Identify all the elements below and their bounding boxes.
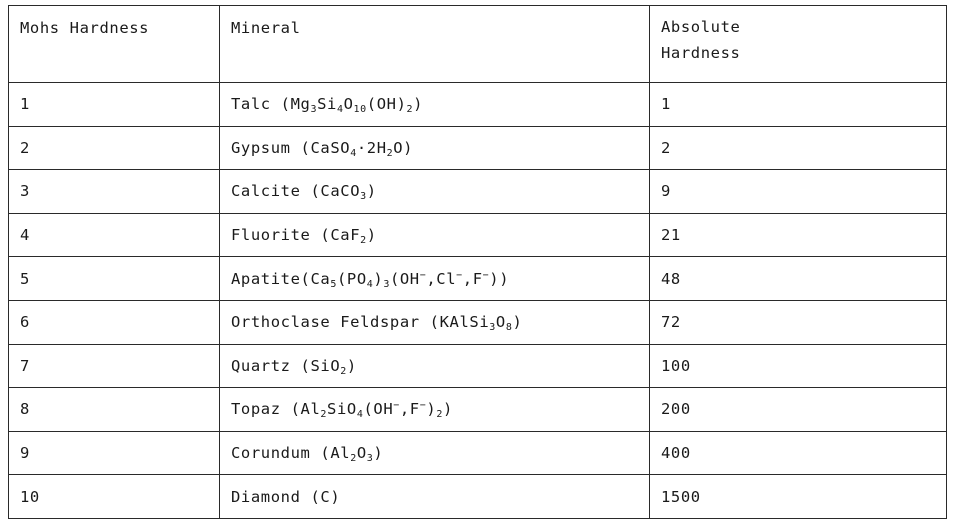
header-absolute-hardness <box>650 6 947 83</box>
mineral-formula <box>280 95 424 116</box>
formula-part: (CaF <box>320 226 361 245</box>
formula-part: ,F <box>462 269 483 288</box>
mineral-formula <box>301 357 357 375</box>
mineral-formula <box>320 226 377 247</box>
formula-part: ,F <box>399 400 420 419</box>
table-row <box>9 344 947 388</box>
formula-part: (OH) <box>366 95 407 114</box>
cell-absolute-hardness: 9 <box>650 170 947 214</box>
cell-mineral <box>220 431 650 475</box>
formula-supscript: − <box>419 400 427 412</box>
table-row <box>9 475 947 519</box>
formula-part: ) <box>442 400 453 419</box>
mineral-formula <box>301 139 414 157</box>
formula-part: (Ca <box>300 269 331 288</box>
formula-subscript: 2 <box>350 453 357 465</box>
formula-subscript: 3 <box>489 322 496 334</box>
cell-mohs-hardness: 7 <box>9 344 220 388</box>
mineral-name: Calcite <box>231 182 301 201</box>
cell-mohs-hardness: 2 <box>9 126 220 170</box>
formula-supscript: − <box>393 400 400 412</box>
mineral-name: Orthoclase Feldspar <box>231 313 420 332</box>
cell-absolute-hardness: 400 <box>650 431 947 475</box>
header-absolute-line2: Hardness <box>661 44 741 62</box>
formula-part: O <box>356 444 367 463</box>
formula-supscript: − <box>456 269 463 281</box>
cell-mohs-hardness: 5 <box>9 257 220 301</box>
formula-part: SiO <box>327 400 357 419</box>
mineral-name: Quartz <box>231 356 291 375</box>
formula-subscript: 4 <box>356 409 364 421</box>
cell-absolute-hardness: 1 <box>650 83 947 127</box>
formula-subscript: 3 <box>310 104 318 116</box>
table-row <box>9 388 947 432</box>
header-row <box>9 6 947 83</box>
mohs-hardness-table <box>8 5 947 519</box>
header-mohs-label: Mohs Hardness <box>20 19 150 37</box>
cell-mohs-hardness: 10 <box>9 475 220 519</box>
cell-mineral <box>220 213 650 257</box>
formula-part: (Al <box>290 400 321 419</box>
formula-subscript: 8 <box>505 322 513 334</box>
cell-mineral <box>220 257 650 301</box>
cell-absolute-hardness: 48 <box>650 257 947 301</box>
formula-subscript: 2 <box>320 409 328 421</box>
formula-part: ) <box>366 182 377 201</box>
formula-subscript: 2 <box>360 235 367 247</box>
formula-part: ) <box>413 95 424 114</box>
formula-part: (OH <box>363 400 394 419</box>
formula-part: ) <box>373 444 384 463</box>
formula-subscript: 10 <box>353 104 367 116</box>
mineral-formula <box>429 313 523 334</box>
cell-absolute-hardness: 100 <box>650 344 947 388</box>
formula-part: O <box>495 313 506 332</box>
table-row <box>9 300 947 344</box>
formula-part: (Al <box>320 444 351 463</box>
formula-part: O) <box>393 138 414 157</box>
header-mineral <box>220 6 650 83</box>
formula-part: )) <box>489 269 510 288</box>
cell-absolute-hardness: 21 <box>650 213 947 257</box>
mineral-name: Corundum <box>231 444 311 463</box>
formula-part: (SiO <box>300 356 341 375</box>
mineral-formula <box>310 488 340 506</box>
formula-subscript: 2 <box>406 104 414 116</box>
cell-absolute-hardness: 200 <box>650 388 947 432</box>
header-mineral-label: Mineral <box>231 19 301 37</box>
formula-part: Si <box>317 95 337 114</box>
formula-part: ) <box>512 313 523 332</box>
cell-mineral <box>220 300 650 344</box>
formula-subscript: 2 <box>340 365 347 377</box>
cell-mohs-hardness: 1 <box>9 83 220 127</box>
cell-mineral <box>220 388 650 432</box>
mineral-formula <box>320 444 384 465</box>
header-mohs-hardness <box>9 6 220 83</box>
mineral-name: Diamond <box>231 487 301 506</box>
formula-supscript: − <box>419 269 427 281</box>
formula-part: (CaSO <box>300 138 351 157</box>
table-row <box>9 126 947 170</box>
formula-part: ) <box>373 269 384 288</box>
formula-part: (KAlSi <box>429 313 490 332</box>
table-row <box>9 213 947 257</box>
mineral-formula <box>290 400 453 421</box>
table-body <box>9 83 947 519</box>
cell-mineral <box>220 475 650 519</box>
formula-part: ,Cl <box>426 269 457 288</box>
formula-subscript: 4 <box>336 104 344 116</box>
cell-mineral <box>220 126 650 170</box>
mineral-name: Gypsum <box>231 138 291 157</box>
mineral-name: Talc <box>231 95 271 114</box>
cell-mohs-hardness: 9 <box>9 431 220 475</box>
formula-subscript: 3 <box>366 453 374 465</box>
mineral-name: Apatite <box>231 269 301 288</box>
cell-mineral <box>220 344 650 388</box>
mineral-name: Fluorite <box>231 226 311 245</box>
mineral-formula <box>310 182 377 203</box>
cell-absolute-hardness: 72 <box>650 300 947 344</box>
cell-mineral <box>220 170 650 214</box>
formula-part: (PO <box>336 269 367 288</box>
cell-mohs-hardness: 3 <box>9 170 220 214</box>
cell-mohs-hardness: 8 <box>9 388 220 432</box>
cell-mohs-hardness: 4 <box>9 213 220 257</box>
formula-part: ·2H <box>356 138 387 157</box>
formula-part: O <box>343 95 354 114</box>
formula-subscript: 5 <box>330 278 337 290</box>
formula-part: ) <box>346 356 357 375</box>
formula-part: ) <box>426 400 437 419</box>
formula-part: (CaCO <box>310 182 361 201</box>
formula-part: ) <box>366 226 377 245</box>
mineral-name: Topaz <box>231 400 281 419</box>
mineral-formula <box>301 270 510 288</box>
cell-mineral <box>220 83 650 127</box>
formula-part: (Mg <box>280 95 311 114</box>
formula-subscript: 2 <box>436 409 443 421</box>
cell-absolute-hardness: 1500 <box>650 475 947 519</box>
table-row <box>9 83 947 127</box>
header-absolute-line1: Absolute <box>661 18 741 36</box>
table-row <box>9 257 947 301</box>
table-row <box>9 431 947 475</box>
table-row <box>9 170 947 214</box>
cell-absolute-hardness: 2 <box>650 126 947 170</box>
formula-subscript: 4 <box>350 147 357 159</box>
formula-subscript: 3 <box>383 278 390 290</box>
formula-subscript: 2 <box>386 147 394 159</box>
formula-supscript: − <box>482 269 490 281</box>
formula-part: (OH <box>389 269 420 288</box>
formula-subscript: 3 <box>360 191 367 203</box>
cell-mohs-hardness: 6 <box>9 300 220 344</box>
formula-subscript: 4 <box>366 278 374 290</box>
formula-part: (C) <box>310 487 341 506</box>
